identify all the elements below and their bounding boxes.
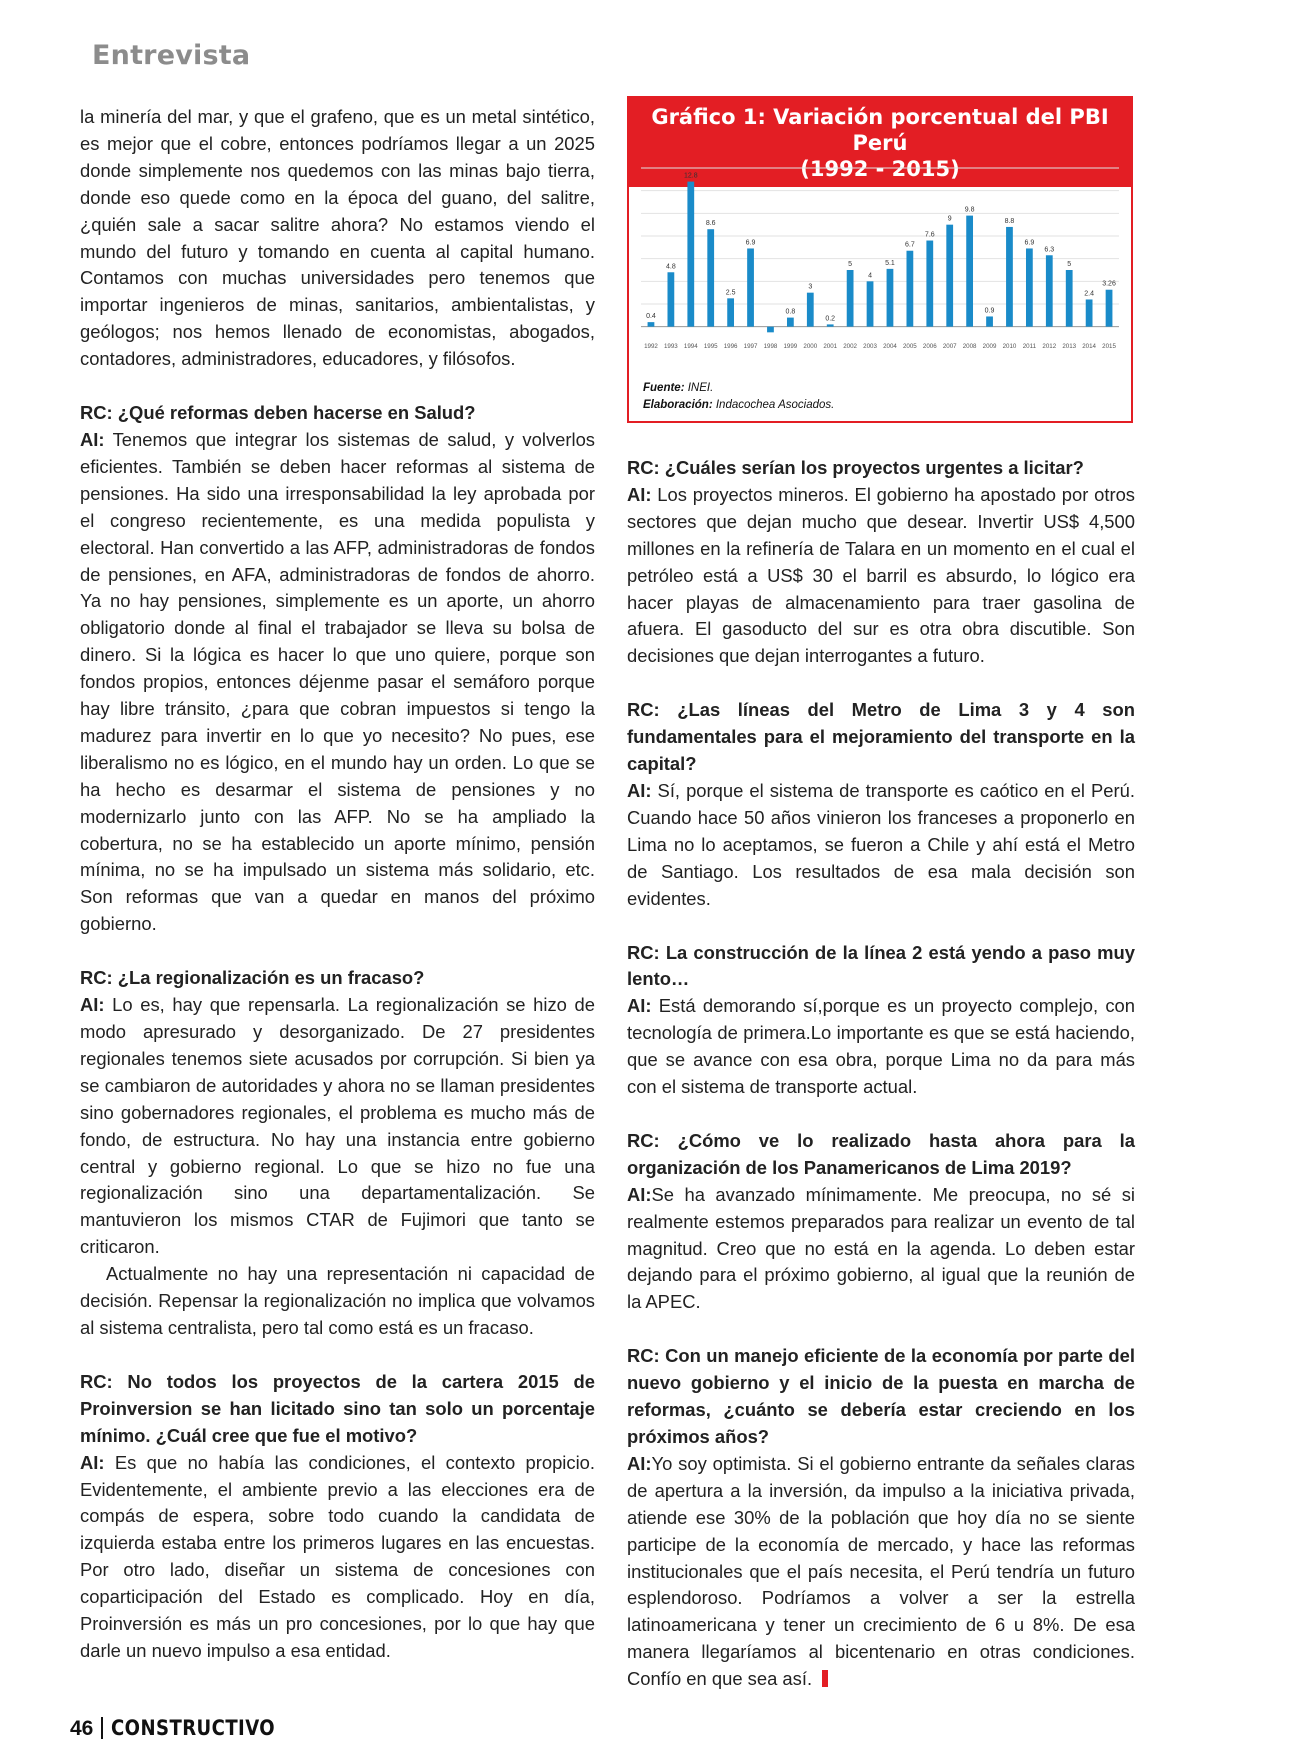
speaker-label: AI: — [80, 428, 105, 450]
x-tick-2000: 2000 — [803, 343, 818, 350]
x-tick-2015: 2015 — [1102, 343, 1116, 350]
interview-question: RC: ¿Las líneas del Metro de Lima 3 y 4 son fundamentales para el mejoramiento del transporte en la capital? — [627, 699, 1135, 775]
x-tick-2004: 2004 — [883, 343, 897, 350]
end-of-article-mark — [822, 1670, 828, 1687]
body-paragraph: la minería del mar, y que el grafeno, que es un metal sintético, es mejor que el cobre, entonces podríamos llegar a un 2025 donde simplemente nos quedemos con las minas bajo tierra, donde eso quede como en la época del guano, del salitre, ¿quién sale a sacar salitre ahora? No estamos viendo el mundo del futuro y tomando en cuenta al capital humano. Contamos con muchas universidades pero tenemos que importar ingenieros de minas, sanitarios, ambientalistas, y geólogos; nos hemos llenado de economistas, abogados, contadores, administradores, educadores, y filósofos. — [80, 106, 595, 370]
interview-question: RC: No todos los proyectos de la cartera 2015 de Proinversion se han licitado sino tan solo un porcentaje mínimo. ¿Cuál cree que fue el motivo? — [80, 1370, 595, 1446]
x-tick-1994: 1994 — [683, 343, 698, 350]
x-tick-1996: 1996 — [723, 343, 738, 350]
data-label-1992: 0.4 — [646, 313, 656, 321]
answer-text: Sí, porque el sistema de transporte es caótico en el Perú. Cuando hace 50 años vinieron los franceses a proponerlo en Lima no lo aceptamos, se fueron a Chile y ahí está el Metro de Santiago. Los resultados de esa mala decisión son evidentes. — [627, 779, 1135, 909]
bar-2008 — [966, 216, 973, 327]
interview-answer — [627, 482, 1135, 670]
interview-question: RC: ¿Cuáles serían los proyectos urgentes a licitar? — [627, 457, 1084, 478]
article-column-right — [627, 455, 1135, 1693]
data-label-2010: 8.8 — [1004, 217, 1015, 225]
magazine-name: CONSTRUCTIVO — [111, 1716, 276, 1740]
data-label-2002: 5 — [848, 261, 853, 268]
bar-1997 — [747, 248, 754, 326]
chart-title-line-1: Gráfico 1: Variación porcentual del PBI Perú — [651, 105, 1109, 155]
data-label-2013: 5 — [1067, 261, 1072, 268]
bar-2011 — [1026, 248, 1033, 326]
speaker-label: AI: — [80, 994, 105, 1016]
section-label: Entrevista — [92, 40, 251, 71]
chart-source: Fuente: INEI. — [643, 382, 714, 394]
interview-answer — [627, 778, 1135, 913]
bar-2015 — [1106, 290, 1113, 327]
data-label-1995: 8.6 — [705, 220, 716, 228]
answer-text: Es que no había las condiciones, el contexto propicio. Evidentemente, el ambiente previo a las elecciones era de compás de espera, sobre todo cuando la candidata de izquierda estaba entre los primeros lugares en las encuestas. Por otro lado, diseñar un sistema de concesiones con coparticipación del Estado es complicado. Hoy en día, Proinversión es más un pro concesiones, por lo que hay que darle un nuevo impulso a esa entidad. — [80, 1451, 595, 1661]
bar-2012 — [1046, 255, 1053, 326]
x-tick-1997: 1997 — [743, 343, 758, 350]
gdp-bar-chart — [635, 160, 1125, 366]
speaker-label: AI: — [627, 995, 652, 1017]
interview-answer — [627, 993, 1135, 1101]
interview-answer — [627, 1182, 1135, 1317]
data-label-2001: 0.2 — [825, 315, 836, 323]
interview-question: RC: ¿Qué reformas deben hacerse en Salud? — [80, 402, 476, 424]
page-footer — [70, 1716, 302, 1741]
bar-2014 — [1086, 299, 1093, 326]
data-label-2004: 5.1 — [885, 259, 895, 267]
data-label-2003: 4 — [868, 272, 872, 280]
data-label-2015: 3.26 — [1102, 280, 1116, 288]
gdp-chart-box — [627, 96, 1133, 423]
data-label-1996: 2.5 — [725, 289, 736, 297]
data-label-1999: 0.8 — [785, 308, 796, 316]
answer-text: Los proyectos mineros. El gobierno ha apostado por otros sectores que dejan mucho que desear. Invertir US$ 4,500 millones en la refinería de Talara en un momento en el cual el petróleo está a US$ 30 el barril es absurdo, lo lógico era hacer playas de almacenamiento para traer gasolina de afuera. El gasoducto del sur es otra obra discutible. Son decisiones que dejan interrogantes a futuro. — [627, 483, 1135, 667]
data-label-2009: 0.9 — [984, 307, 995, 315]
answer-text: Se ha avanzado mínimamente. Me preocupa, no sé si realmente estemos preparados para realizar un evento de tal magnitud. Creo que no está en la agenda. Lo deben estar dejando para el próximo gobierno, al igual que la reunión de la APEC. — [627, 1183, 1135, 1313]
x-tick-2003: 2003 — [863, 343, 877, 350]
x-tick-2007: 2007 — [942, 343, 957, 350]
bar-1996 — [727, 298, 734, 326]
x-tick-2014: 2014 — [1082, 343, 1097, 350]
bar-2010 — [1006, 227, 1013, 327]
data-label-2007: 9 — [947, 215, 952, 223]
data-label-1994: 12.8 — [683, 172, 698, 180]
bar-2005 — [906, 251, 913, 327]
data-label-1997: 6.9 — [745, 239, 756, 247]
interview-question: RC: La construcción de la línea 2 está yendo a paso muy lento… — [627, 941, 1135, 990]
speaker-label: AI: — [627, 1452, 652, 1474]
bar-2000 — [807, 293, 814, 327]
footer-divider — [101, 1717, 103, 1739]
interview-answer — [80, 427, 595, 938]
x-tick-2010: 2010 — [1002, 343, 1017, 350]
x-tick-1992: 1992 — [644, 343, 658, 350]
bar-2003 — [867, 281, 874, 326]
speaker-label: AI: — [627, 1183, 652, 1205]
answer-paragraph: Actualmente no hay una representación ni capacidad de decisión. Repensar la regionalización no implica que volvamos al sistema centralista, pero tal como está es un fracaso. — [80, 1263, 595, 1338]
x-tick-2009: 2009 — [982, 343, 997, 350]
bar-1994 — [687, 182, 694, 327]
bar-1999 — [787, 318, 794, 327]
answer-text: Está demorando sí,porque es un proyecto complejo, con tecnología de primera.Lo importante es que se está haciendo, que se avance con esa obra, porque Lima no da para más con el sistema de transporte actual. — [627, 995, 1135, 1098]
x-tick-2012: 2012 — [1042, 343, 1057, 350]
interview-question: RC: ¿La regionalización es un fracaso? — [80, 967, 425, 989]
data-label-2006: 7.6 — [924, 231, 935, 239]
bar-2006 — [926, 241, 933, 327]
data-label-2008: 9.8 — [964, 206, 975, 214]
interview-question: RC: Con un manejo eficiente de la economía por parte del nuevo gobierno y el inicio de la puesta en marcha de reformas, ¿cuánto se debería estar creciendo en los próximos años? — [627, 1345, 1135, 1447]
data-label-1993: 4.8 — [666, 263, 676, 271]
bar-1992 — [648, 322, 655, 327]
speaker-label: AI: — [80, 1451, 105, 1473]
bar-2013 — [1066, 270, 1073, 327]
answer-text: Yo soy optimista. Si el gobierno entrante da señales claras de apertura a la inversión, da impulso a la iniciativa privada, atiende ese 30% de la población que hoy día no se siente participe de la economía de mercado, y hace las reformas institucionales que el país necesita, el Perú tendría un futuro esplendoroso. Podríamos a volver a ser la estrella latinoamericana y tener un crecimiento de 6 u 8%. De esa manera llegaríamos al bicentenario en otras condiciones. Confío en que sea así. — [627, 1452, 1135, 1690]
speaker-label: AI: — [627, 483, 652, 505]
interview-answer — [80, 992, 595, 1261]
x-tick-2002: 2002 — [843, 343, 858, 350]
bar-2009 — [986, 316, 993, 326]
bar-2007 — [946, 225, 953, 327]
chart-title-line-2: (1992 - 2015) — [800, 157, 960, 181]
answer-text: Tenemos que integrar los sistemas de salud, y volverlos eficientes. También se deben hacer reformas al sistema de pensiones. Ha sido una irresponsabilidad la ley aprobada por el congreso recientemente, es una medida populista y electoral. Han convertido a las AFP, administradoras de fondos de pensiones, en AFA, administradoras de fondos de ahorro. Ya no hay pensiones, simplemente es un aporte, un ahorro obligatorio donde al final el trabajador se lleva su bolsa de dinero. Si la lógica es hacer lo que uno quiere, porque son fondos propios, entonces déjenme pasar el semáforo porque hay libre tránsito, ¿para que cobran impuestos si tengo la madurez para invertir en lo que yo necesito? No pues, ese liberalismo no es lógico, en el mundo hay un orden. Lo que se ha hecho es desarmar el sistema de pensiones y no modernizarlo junto con las AFP. No se ha ampliado la cobertura, no se ha establecido un aporte mínimo, pensión mínima, no se ha impulsado un sistema más solidario, etc. Son reformas que van a quedar en manos del próximo gobierno. — [80, 428, 595, 935]
bar-1998 — [767, 327, 774, 333]
interview-question: RC: ¿Cómo ve lo realizado hasta ahora para la organización de los Panamericanos de Lima 2019? — [627, 1129, 1135, 1178]
speaker-label: AI: — [627, 779, 652, 801]
data-label-2012: 6.3 — [1044, 246, 1055, 254]
x-tick-2011: 2011 — [1022, 343, 1037, 350]
article-column-left — [80, 104, 595, 1665]
bar-2002 — [847, 270, 854, 327]
x-tick-2001: 2001 — [823, 343, 838, 350]
data-label-2011: 6.9 — [1024, 239, 1035, 247]
x-tick-1998: 1998 — [763, 343, 778, 350]
chart-credit: Elaboración: Indacochea Asociados. — [643, 399, 835, 411]
data-label-2000: 3 — [808, 283, 813, 291]
bar-1993 — [667, 272, 674, 326]
bar-1995 — [707, 229, 714, 326]
x-tick-2008: 2008 — [962, 343, 977, 350]
x-tick-1995: 1995 — [703, 343, 718, 350]
x-tick-2013: 2013 — [1062, 343, 1077, 350]
data-label-2005: 6.7 — [905, 241, 915, 249]
page-number: 46 — [70, 1717, 94, 1740]
x-tick-2006: 2006 — [922, 343, 937, 350]
data-label-2014: 2.4 — [1084, 290, 1094, 298]
x-tick-1993: 1993 — [663, 343, 678, 350]
bar-2004 — [887, 269, 894, 327]
x-tick-2005: 2005 — [902, 343, 917, 350]
interview-answer — [627, 1451, 1135, 1693]
x-tick-1999: 1999 — [783, 343, 798, 350]
interview-answer — [80, 1450, 595, 1665]
bar-2001 — [827, 324, 834, 326]
answer-text: Lo es, hay que repensarla. La regionalización se hizo de modo apresurado y desorganizado. De 27 presidentes regionales tenemos siete acusados por corrupción. Si bien ya se cambiaron de autoridades y ahora no se llaman presidentes sino gobernadores regionales, el problema es mucho más de fondo, de estructura. No hay una instancia entre gobierno central y gobierno regional. Lo que se hizo no fue una regionalización sino una departamentalización. Se mantuvieron los mismos CTAR de Fujimori que tanto se criticaron. — [80, 994, 595, 1258]
chart-notes — [643, 380, 834, 414]
